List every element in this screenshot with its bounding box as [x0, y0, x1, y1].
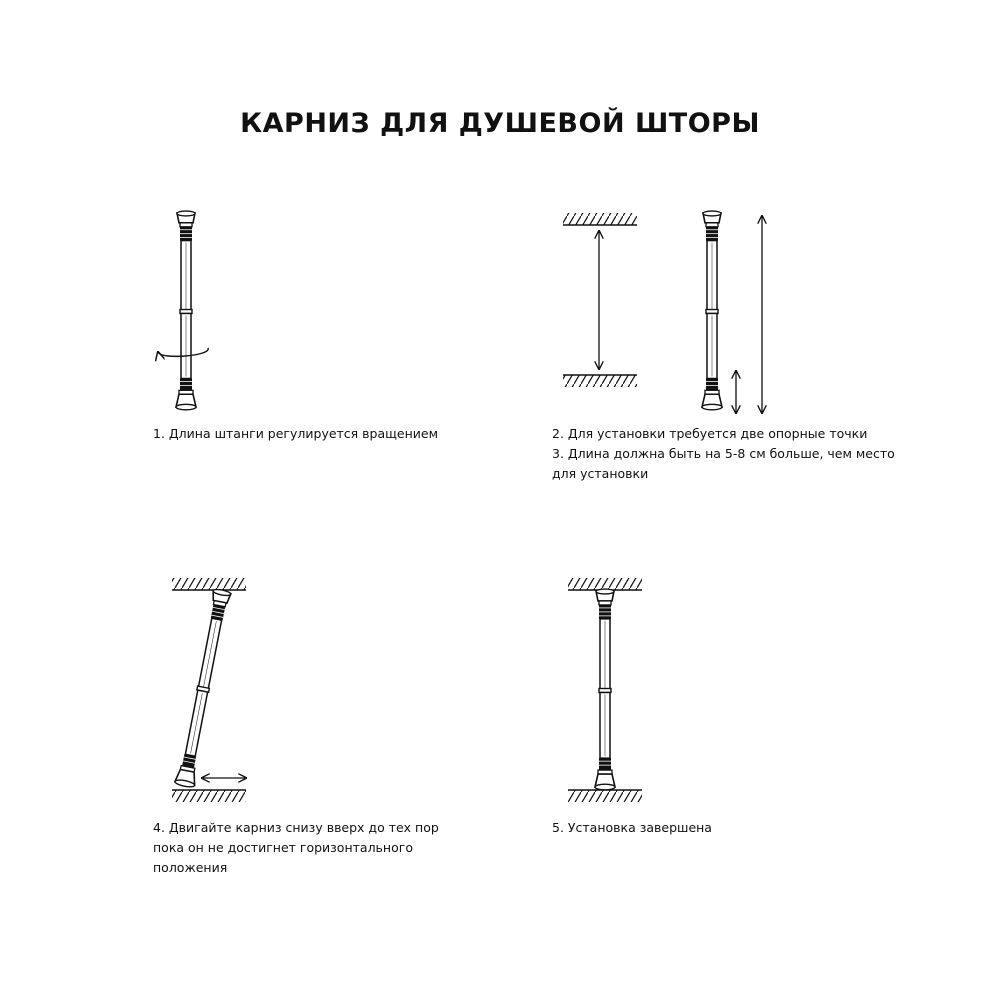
step-1-line-1: 1. Длина штанги регулируется вращением [153, 426, 439, 441]
diagram-support-points [563, 211, 762, 413]
ceiling-support-icon [172, 578, 246, 590]
ceiling-support-icon [563, 213, 637, 225]
step-4-line-3: положения [153, 860, 228, 875]
step-5-caption [552, 818, 712, 838]
floor-support-icon [563, 375, 637, 387]
step-2-3-caption [552, 424, 895, 484]
floor-support-icon [568, 790, 642, 802]
step-5-line-1: 5. Установка завершена [552, 820, 712, 835]
floor-support-icon [172, 790, 246, 802]
ceiling-support-icon [568, 578, 642, 590]
step-3-line-1: 3. Длина должна быть на 5-8 см больше, чем место [552, 446, 895, 461]
step-1-caption [153, 424, 438, 444]
diagram-tilted-install [172, 578, 246, 802]
step-3-line-2: для установки [552, 466, 649, 481]
diagram-rotation [158, 211, 208, 410]
diagram-installed [568, 578, 642, 802]
step-4-line-2: пока он не достигнет горизонтального [153, 840, 413, 855]
step-4-line-1: 4. Двигайте карниз снизу вверх до тех пор [153, 820, 439, 835]
step-2-line-1: 2. Для установки требуется две опорные точки [552, 426, 868, 441]
page-title: КАРНИЗ ДЛЯ ДУШЕВОЙ ШТОРЫ [240, 108, 760, 139]
step-4-caption [153, 818, 439, 878]
